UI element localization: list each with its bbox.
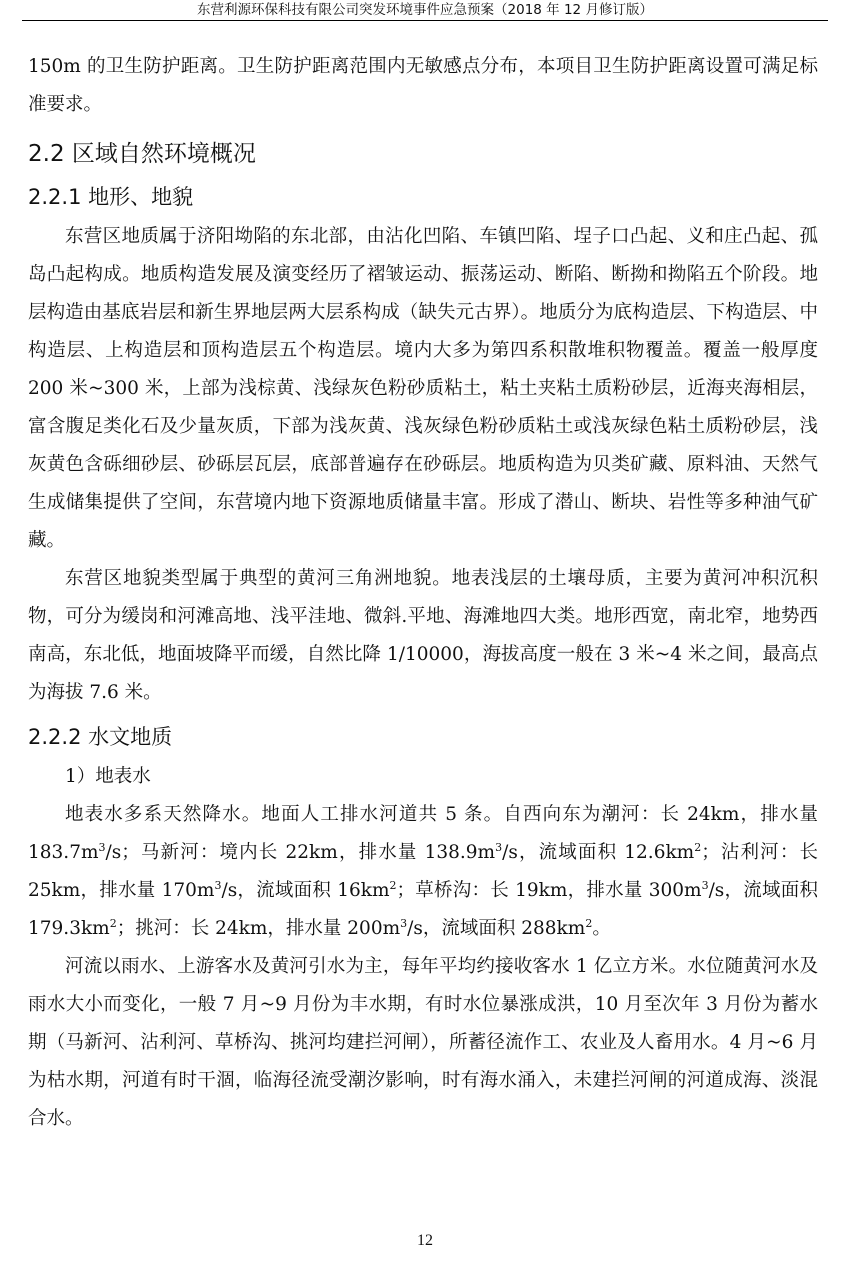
unit-superscript: 2	[585, 917, 593, 930]
unit-superscript: 3	[98, 841, 106, 854]
section-heading-2-2-2: 2.2.2 水文地质	[28, 725, 173, 749]
surface-water-paragraph: 地表水多系天然降水。地面人工排水河道共 5 条。自西向东为潮河：长 24km，排水量 $183.7m^3/s$；马新河：境内长 22km，排水量 $138.9m^3/s$，流域面积 $12.6km^2$；沾利河：长 25km，排水量 $170m^3/s$，流域面积 $16km^2$；草桥沟：长 19km，排水量 $300m^3/s$，流域面积 $179.3km^2$；挑河：长 24km，排水量 $200m^3/s$，流域面积 $288km^2$。	[28, 804, 818, 939]
unit-superscript: 3	[214, 879, 222, 892]
page-number: 12	[417, 1232, 433, 1249]
intro-paragraph: 150m 的卫生防护距离。卫生防护距离范围内无敏感点分布，本项目卫生防护距离设置可满足标准要求。	[28, 56, 818, 115]
section-heading-2-2: 2.2 区域自然环境概况	[28, 141, 256, 167]
section-heading-2-2-1: 2.2.1 地形、地貌	[28, 185, 194, 209]
unit-superscript: 3	[495, 841, 503, 854]
unit-superscript: 3	[400, 917, 408, 930]
terrain-paragraph-geology: 东营区地质属于济阳坳陷的东北部，由沾化凹陷、车镇凹陷、埕子口凸起、义和庄凸起、孤岛凸起构成。地质构造发展及演变经历了褶皱运动、振荡运动、断陷、断拗和拗陷五个阶段。地层构造由基底岩层和新生界地层两大层系构成（缺失元古界）。地质分为底构造层、下构造层、中构造层、上构造层和顶构造层五个构造层。境内大多为第四系积散堆积物覆盖。覆盖一般厚度 200 米~300 米，上部为浅棕黄、浅绿灰色粉砂质粘土，粘土夹粘土质粉砂层，近海夹海相层，富含腹足类化石及少量灰质，下部为浅灰黄、浅灰绿色粉砂质粘土或浅灰绿色粘土质粉砂层，浅灰黄色含砾细砂层、砂砾层瓦层，底部普遍存在砂砾层。地质构造为贝类矿藏、原料油、天然气生成储集提供了空间，东营境内地下资源地质储量丰富。形成了潜山、断块、岩性等多种油气矿藏。	[28, 226, 818, 551]
unit-superscript: 2	[694, 841, 702, 854]
unit-superscript: 3	[701, 879, 709, 892]
unit-superscript: 2	[109, 917, 117, 930]
header-title: 东营利源环保科技有限公司突发环境事件应急预案（2018 年 12 月修订版）	[197, 2, 653, 18]
document-body	[28, 48, 818, 1138]
river-regime-paragraph: 河流以雨水、上游客水及黄河引水为主，每年平均约接收客水 1 亿立方米。水位随黄河水及雨水大小而变化，一般 7 月~9 月份为丰水期，有时水位暴涨成洪，10 月至次年 3 月份为蓄水期（马新河、沾利河、草桥沟、挑河均建拦河闸），所蓄径流作工、农业及人畜用水。4 月~6 月为枯水期，河道有时干涸，临海径流受潮汐影响，时有海水涌入，未建拦河闸的河道成海、淡混合水。	[28, 956, 818, 1129]
list-item-surface-water: 1）地表水	[65, 766, 151, 787]
unit-superscript: 2	[389, 879, 397, 892]
terrain-paragraph-landform: 东营区地貌类型属于典型的黄河三角洲地貌。地表浅层的土壤母质，主要为黄河冲积沉积物，可分为缓岗和河滩高地、浅平洼地、微斜.平地、海滩地四大类。地形西宽，南北窄，地势西南高，东北低，地面坡降平而缓，自然比降 1/10000，海拔高度一般在 3 米~4 米之间，最高点为海拔 7.6 米。	[28, 568, 818, 703]
page-header	[22, 0, 828, 21]
